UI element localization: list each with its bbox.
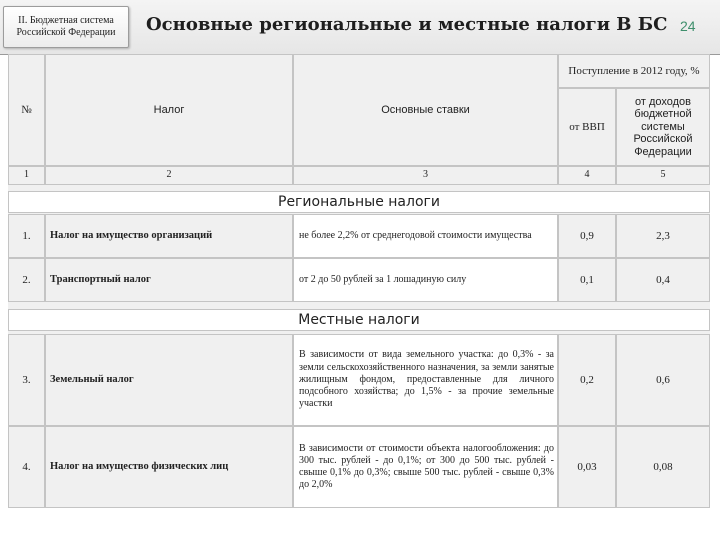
header-rates: Основные ставки — [293, 54, 558, 166]
row-gdp: 0,03 — [558, 426, 616, 508]
section-label: II. Бюджетная система Российской Федерации — [3, 6, 129, 48]
row-rates: В зависимости от стоимости объекта налогообложения: до 300 тыс. рублей - до 0,1%; от 300 до 500 тыс. рублей - свыше 0,1% до 0,3%; свыше 500 тыс. рублей - свыше 0,3% до 2,0% — [293, 426, 558, 508]
row-tax: Налог на имущество физических лиц — [45, 426, 293, 508]
row-gdp: 0,2 — [558, 334, 616, 426]
header-gdp: от ВВП — [558, 88, 616, 166]
row-gdp: 0,9 — [558, 214, 616, 258]
row-num: 3. — [8, 334, 45, 426]
row-budget: 0,08 — [616, 426, 710, 508]
col-number: 2 — [45, 166, 293, 185]
row-tax: Земельный налог — [45, 334, 293, 426]
col-number: 3 — [293, 166, 558, 185]
slide-title: Основные региональные и местные налоги В БС — [146, 14, 668, 35]
col-number: 1 — [8, 166, 45, 185]
header-revenue-group: Поступление в 2012 году, % — [558, 54, 710, 88]
header-tax: Налог — [45, 54, 293, 166]
row-rates: В зависимости от вида земельного участка: до 0,3% - за земли сельскохозяйственного назначения, за земли занятые жилищным фондом, предоставленные для личного подсобного хозяйства; до 1,5% - за прочие земельные участки — [293, 334, 558, 426]
row-budget: 2,3 — [616, 214, 710, 258]
page-number: 24 — [680, 18, 696, 34]
header-num: № — [8, 54, 45, 166]
row-tax: Транспортный налог — [45, 258, 293, 302]
row-num: 2. — [8, 258, 45, 302]
col-number: 5 — [616, 166, 710, 185]
row-num: 1. — [8, 214, 45, 258]
local-section-title: Местные налоги — [8, 309, 710, 331]
row-budget: 0,4 — [616, 258, 710, 302]
header-budget: от доходов бюджетной системы Российской Федерации — [616, 88, 710, 166]
row-gdp: 0,1 — [558, 258, 616, 302]
row-rates: не более 2,2% от среднегодовой стоимости имущества — [293, 214, 558, 258]
row-rates: от 2 до 50 рублей за 1 лошадиную силу — [293, 258, 558, 302]
regional-section-title: Региональные налоги — [8, 191, 710, 213]
row-num: 4. — [8, 426, 45, 508]
col-number: 4 — [558, 166, 616, 185]
slide-header — [0, 0, 720, 55]
row-budget: 0,6 — [616, 334, 710, 426]
row-tax: Налог на имущество организаций — [45, 214, 293, 258]
